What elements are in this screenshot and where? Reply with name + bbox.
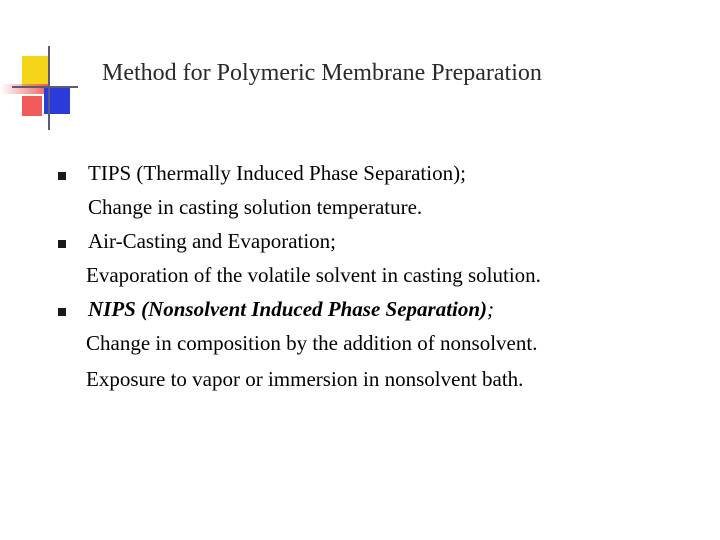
item-2-detail-1: Evaporation of the volatile solvent in casting solution. xyxy=(86,263,541,287)
item-3-heading-suffix: ; xyxy=(487,297,495,321)
item-3-detail-1: Change in composition by the addition of nonsolvent. xyxy=(86,331,538,355)
bullet-marker-3 xyxy=(58,308,66,316)
logo-horizontal-line xyxy=(12,86,78,88)
logo-vertical-line xyxy=(48,46,50,130)
bullet-marker-2 xyxy=(58,240,66,248)
item-3-heading-line xyxy=(88,297,494,321)
decorative-logo xyxy=(0,0,90,140)
slide-title: Method for Polymeric Membrane Preparation xyxy=(102,60,542,86)
logo-red-square xyxy=(22,96,42,116)
item-3-heading: NIPS (Nonsolvent Induced Phase Separation) xyxy=(88,297,488,321)
item-1-heading: TIPS (Thermally Induced Phase Separation); xyxy=(88,161,466,185)
logo-yellow-square xyxy=(22,56,48,86)
bullet-marker-1 xyxy=(58,172,66,180)
item-1-detail-1: Change in casting solution temperature. xyxy=(88,195,423,219)
item-2-heading: Air-Casting and Evaporation; xyxy=(88,229,337,253)
item-3-detail-2: Exposure to vapor or immersion in nonsolvent bath. xyxy=(86,367,524,391)
